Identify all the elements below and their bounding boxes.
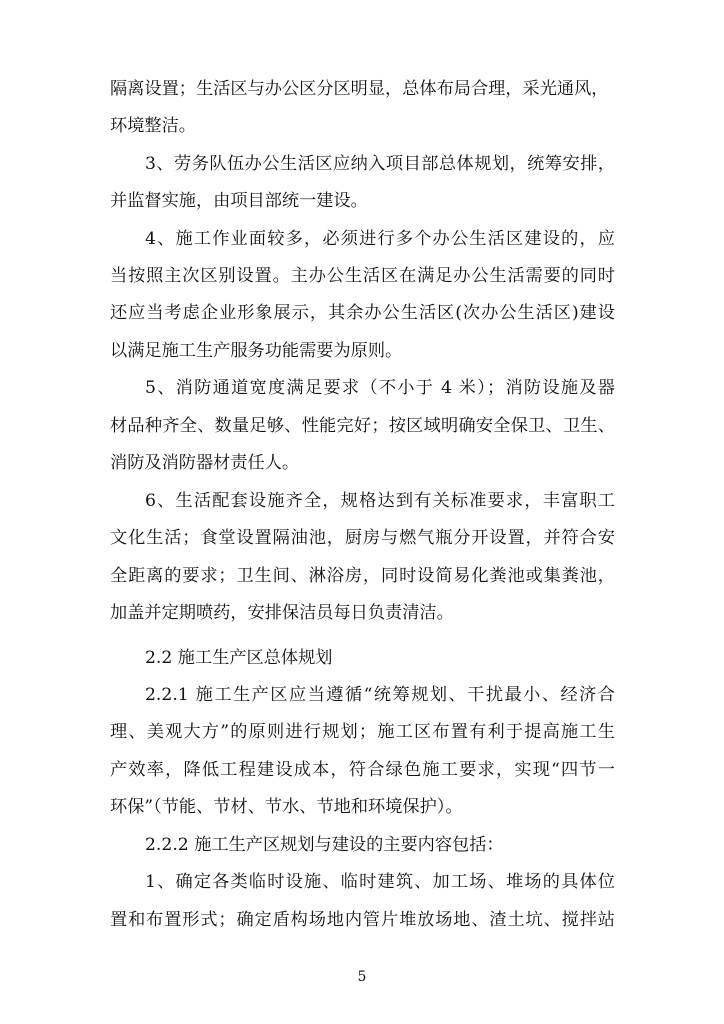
text-line-1: 隔离设置；生活区与办公区分区明显，总体布局合理，采光通风， [110,79,609,99]
page-number: 5 [357,969,367,985]
text-line-14: 全距离的要求；卫生间、淋浴房，同时设简易化粪池或集粪池， [110,566,615,586]
text-line-12: 6、生活配套设施齐全，规格达到有关标准要求，丰富职工 [145,491,615,511]
text-line-20: 环保”（节能、节材、节水、节地和环境保护）。 [110,797,463,817]
text-line-17: 2.2.1 施工生产区应当遵循“统筹规划、干扰最小、经济合 [145,685,615,705]
text-line-4: 并监督实施，由项目部统一建设。 [110,191,368,211]
text-line-19: 产效率，降低工程建设成本，符合绿色施工要求，实现“四节一 [110,760,615,780]
text-line-6: 当按照主次区别设置。主办公生活区在满足办公生活需要的同时 [110,266,615,286]
text-line-15: 加盖并定期喷药，安排保洁员每日负责清洁。 [110,603,454,623]
text-line-11: 消防及消防器材责任人。 [110,453,300,473]
section-heading-2-2: 2.2 施工生产区总体规划 [145,648,333,668]
text-line-23: 置和布置形式；确定盾构场地内管片堆放场地、渣土坑、搅拌站 [110,910,615,930]
text-line-5: 4、施工作业面较多，必须进行多个办公生活区建设的，应 [145,229,615,249]
text-line-13: 文化生活；食堂设置隔油池，厨房与燃气瓶分开设置，并符合安 [110,528,615,548]
text-line-10: 材品种齐全、数量足够、性能完好；按区域明确安全保卫、卫生、 [110,416,615,436]
text-line-3: 3、劳务队伍办公生活区应纳入项目部总体规划，统筹安排， [145,154,615,174]
text-line-7: 还应当考虑企业形象展示，其余办公生活区(次办公生活区)建设 [110,303,615,323]
text-line-9: 5、消防通道宽度满足要求（不小于 4 米）；消防设施及器 [145,378,615,398]
text-line-18: 理、美观大方”的原则进行规划；施工区布置有利于提高施工生 [110,722,615,742]
text-line-22: 1、确定各类临时设施、临时建筑、加工场、堆场的具体位 [145,872,615,892]
text-line-8: 以满足施工生产服务功能需要为原则。 [110,341,403,361]
text-line-2: 环境整洁。 [110,116,196,136]
text-line-21: 2.2.2 施工生产区规划与建设的主要内容包括： [145,835,504,855]
